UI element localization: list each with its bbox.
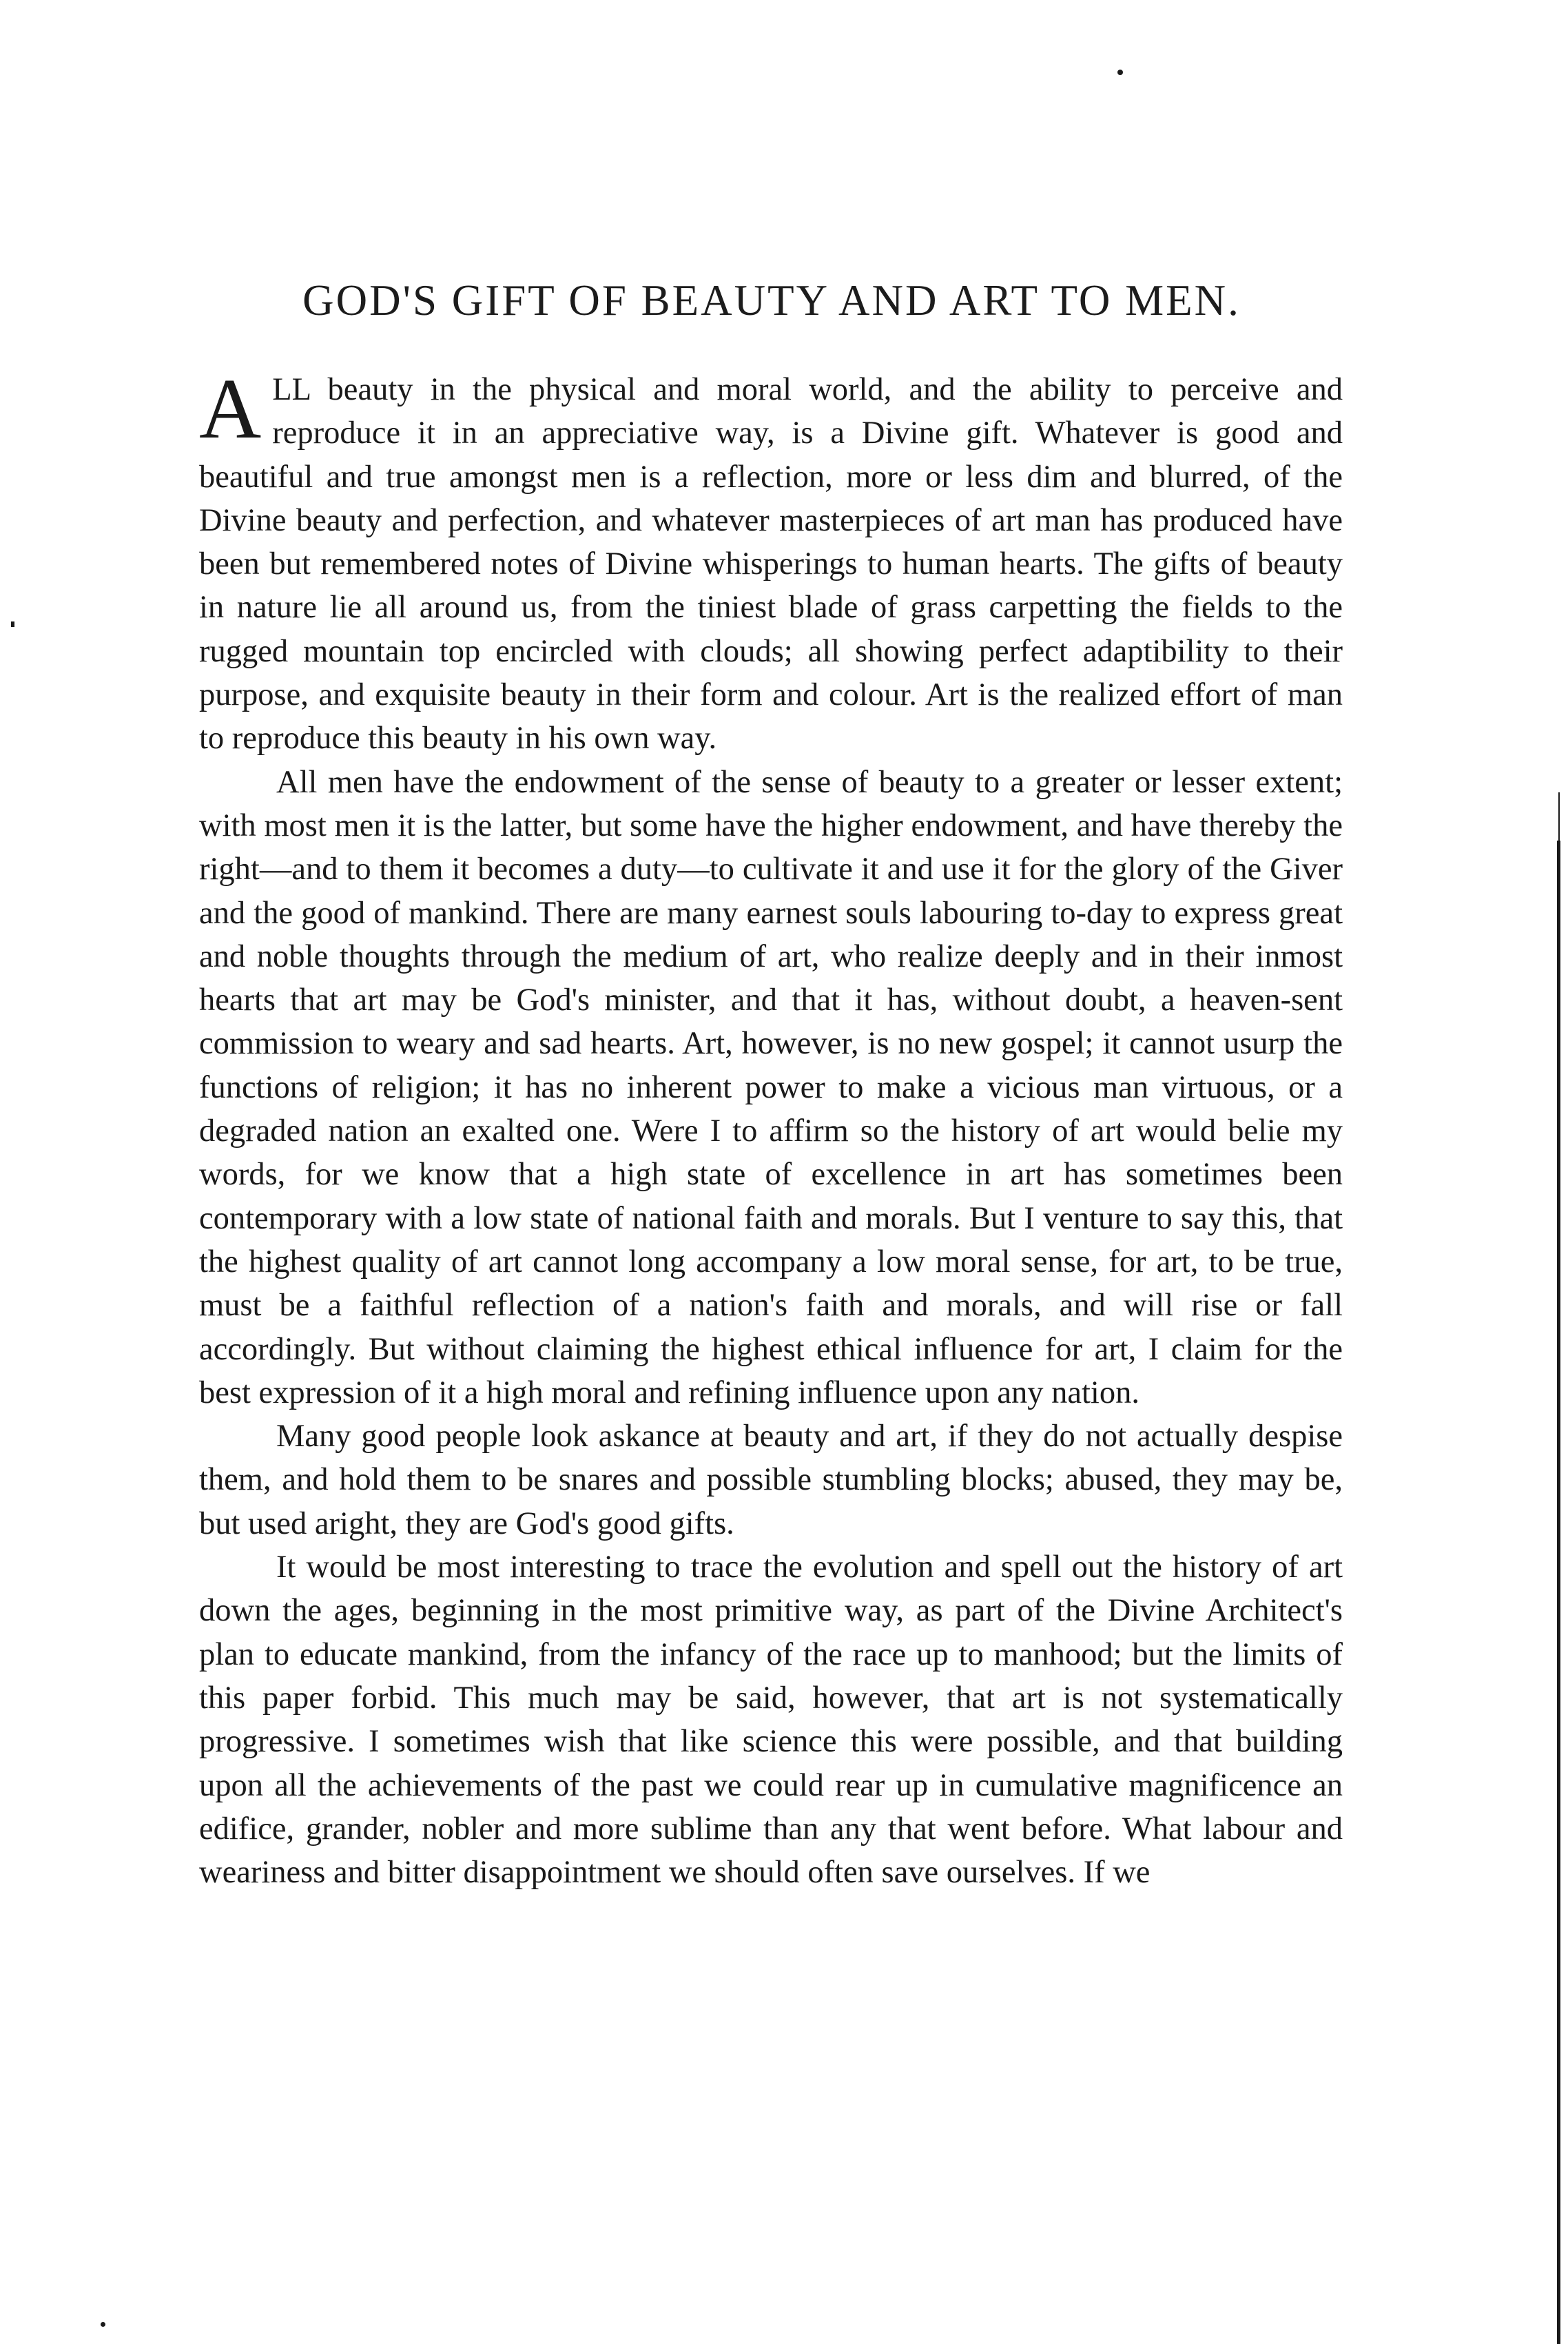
ink-speck	[101, 2322, 105, 2327]
paragraph: Many good people look askance at beauty and art, if they do not actually despise them, and hold them to be snares and possible stumbling blocks; abused, they may be, but used aright, they are God's good gifts.	[199, 1419, 1343, 1541]
page-edge-line	[1557, 841, 1560, 2344]
paragraph: All men have the endowment of the sense of beauty to a greater or lesser extent; with most men it is the latter, but some have the higher endowment, and have thereby the right—and to them it becomes a duty—to cultivate it and use it for the glory of the Giver and the good of mankind. There are many earnest souls labouring to-day to express great and noble thoughts through the medium of art, who realize deeply and in their inmost hearts that art may be God's minister, and that it has, without doubt, a heaven-sent commission to weary and sad hearts. Art, however, is no new gospel; it cannot usurp the functions of religion; it has no inherent power to make a vicious man virtuous, or a degraded nation an exalted one. Were I to affirm so the history of art would belie my words, for we know that a high state of excellence in art has sometimes been contemporary with a low state of national faith and morals. But I venture to say this, that the highest quality of art cannot long accompany a low moral sense, for art, to be true, must be a faithful reflection of a nation's faith and morals, and will rise or fall accordingly. But without claiming the highest ethical influence for art, I claim for the best expression of it a high moral and refining influence upon any nation.	[199, 764, 1343, 1410]
paragraph: It would be most interesting to trace the evolution and spell out the history of art down the ages, beginning in the most primitive way, as part of the Divine Architect's plan to educate mankind, from the infancy of the race up to manhood; but the limits of this paper forbid. This much may be said, however, that art is not systematically progressive. I sometimes wish that like science this were possible, and that building upon all the achievements of the past we could rear up in cumulative magnificence an edifice, grander, nobler and more sublime than any that went before. What labour and weariness and bitter disappointment we should often save ourselves. If we	[199, 1550, 1343, 1891]
paragraph	[199, 362, 1343, 761]
body-text	[199, 362, 1343, 1894]
paragraph-text: LL beauty in the physical and moral world, and the ability to perceive and reproduce it in an appreciative way, is a Divine gift. Whatever is good and beautiful and true amongst men is a reflection, more or less dim and blurred, of the Divine beauty and perfection, and whatever masterpieces of art man has produced have been but remembered notes of Divine whisperings to human hearts. The gifts of beauty in nature lie all around us, from the tiniest blade of grass carpetting the fields to the rugged mountain top encircled with clouds; all showing perfect adaptibility to their purpose, and exquisite beauty in their form and colour. Art is the realized effort of man to reproduce this beauty in his own way.	[199, 372, 1343, 757]
drop-cap-initial: A	[199, 362, 262, 457]
chapter-title: GOD'S GIFT OF BEAUTY AND ART TO MEN.	[302, 276, 1241, 325]
ink-speck	[11, 621, 14, 627]
ink-speck	[1117, 70, 1123, 75]
